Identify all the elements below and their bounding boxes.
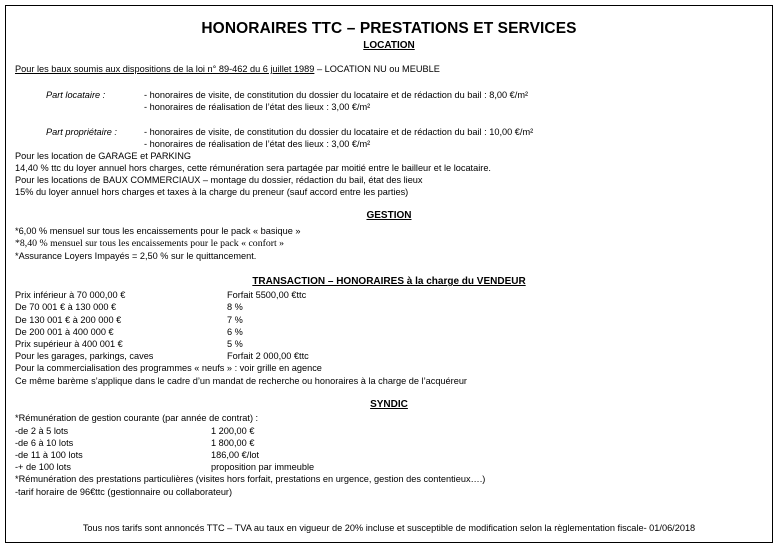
location-intro-law: Pour les baux soumis aux dispositions de la loi n° 89-462 du 6 juillet 1989 [15,64,315,74]
garage-rental-title: Pour les location de GARAGE et PARKING [15,151,191,161]
location-intro [15,64,440,75]
garage-rental-fee: 14,40 % ttc du loyer annuel hors charges, cette rémunération sera partagée par moitié entre le bailleur et le locataire. [15,163,491,173]
gestion-assurance: *Assurance Loyers Impayés = 2,50 % sur le quittancement. [15,251,257,261]
syndic-row-label: -de 6 à 10 lots [15,438,74,448]
locataire-fee-visit: - honoraires de visite, de constitution du dossier du locataire et de rédaction du bail : 8,00 €/m² [144,90,529,100]
part-proprietaire-label: Part propriétaire : [46,127,117,137]
footer-note: Tous nos tarifs sont annoncés TTC – TVA au taux en vigueur de 20% incluse et susceptible de modification selon la règlementation fiscale- 01/06/2018 [82,523,696,533]
syndic-row-label: -de 11 à 100 lots [15,450,83,460]
transaction-row-value: 5 % [227,339,243,349]
transaction-row-value: 8 % [227,302,243,312]
transaction-neufs-note: Pour la commercialisation des programmes « neufs » : voir grille en agence [15,363,322,373]
proprietaire-fee-inventory: - honoraires de réalisation de l’état des lieux : 3,00 €/m² [144,139,371,149]
syndic-row-value: proposition par immeuble [211,462,315,472]
transaction-row-label: Pour les garages, parkings, caves [15,351,154,361]
syndic-tarif-horaire: -tarif horaire de 96€ttc (gestionnaire ou collaborateur) [15,487,233,497]
location-heading: LOCATION [363,40,415,51]
transaction-row-value: Forfait 2 000,00 €ttc [227,351,309,361]
syndic-intro: *Rémunération de gestion courante (par année de contrat) : [15,413,259,423]
syndic-row-value: 186,00 €/lot [211,450,260,460]
fee-schedule-document [5,5,773,543]
gestion-heading: GESTION [366,210,412,221]
gestion-confort: *8,40 % mensuel sur tous les encaissements pour le pack « confort » [15,238,285,249]
syndic-row-label: -+ de 100 lots [15,462,71,472]
transaction-row-value: 7 % [227,315,243,325]
syndic-row-value: 1 200,00 € [211,426,255,436]
syndic-row-value: 1 800,00 € [211,438,255,448]
gestion-basique: *6,00 % mensuel sur tous les encaissements pour le pack « basique » [15,226,301,236]
transaction-heading: TRANSACTION – HONORAIRES à la charge du VENDEUR [252,276,526,287]
transaction-row-label: De 70 001 € à 130 000 € [15,302,117,312]
proprietaire-fee-visit: - honoraires de visite, de constitution du dossier du locataire et de rédaction du bail : 10,00 €/m² [144,127,534,137]
syndic-heading: SYNDIC [370,399,408,410]
syndic-particulieres: *Rémunération des prestations particulières (visites hors forfait, prestations en urgence, gestion des contentieux….) [15,474,486,484]
location-intro-type: – LOCATION NU ou MEUBLE [314,64,440,74]
transaction-row-label: Prix inférieur à 70 000,00 € [15,290,126,300]
commercial-lease-fee: 15% du loyer annuel hors charges et taxes à la charge du preneur (sauf accord entre les parties) [15,187,409,197]
syndic-row-label: -de 2 à 5 lots [15,426,69,436]
transaction-acquereur-note: Ce même barème s’applique dans le cadre d’un mandat de recherche ou honoraires à la charge de l’acquéreur [15,376,467,386]
transaction-row-value: 6 % [227,327,243,337]
locataire-fee-inventory: - honoraires de réalisation de l’état des lieux : 3,00 €/m² [144,102,371,112]
page-title: HONORAIRES TTC – PRESTATIONS ET SERVICES [201,20,577,37]
transaction-row-label: De 200 001 à 400 000 € [15,327,114,337]
transaction-row-label: Prix supérieur à 400 001 € [15,339,123,349]
commercial-lease-title: Pour les locations de BAUX COMMERCIAUX – montage du dossier, rédaction du bail, état des lieux [15,175,423,185]
transaction-row-label: De 130 001 € à 200 000 € [15,315,122,325]
transaction-row-value: Forfait 5500,00 €ttc [227,290,307,300]
part-locataire-label: Part locataire : [46,90,106,100]
